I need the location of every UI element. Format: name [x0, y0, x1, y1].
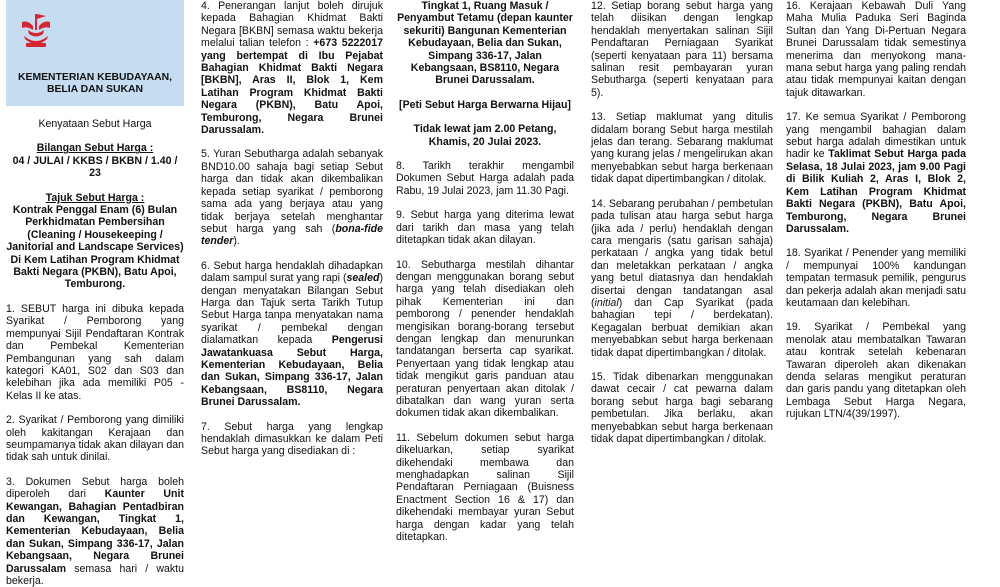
- paragraph-3-tail: semasa hari / waktu bekerja.: [6, 562, 184, 587]
- paragraph-10: 10. Sebutharga mestilah dihantar dengan menggunakan borang sebut harga yang telah disediakan oleh pihak Kementerian ini dan pemborong / penender hendaklah mengisikan borang-borang tersebut dengan lengkap dan menurunkan tandatangan berserta cap syarikat. Penyertaan yang tidak lengkap atau tidak mengikut garis panduan atau peraturan penyertaan akan ditolak / dibatalkan dan wang yuran serta dokumen tidak akan dikembalikan.: [396, 258, 574, 420]
- paragraph-4-text: 4. Penerangan lanjut boleh dirujuk kepada Bahagian Khidmat Bakti Negara [BKBN] semasa waktu bekerja melalui talian telefon :: [201, 0, 383, 50]
- tajuk-value: Kontrak Penggal Enam (6) Bulan Perkhidmatan Pembersihan (Cleaning / Housekeeping / Janitorial and Landscape Services) Di Kem Latihan Program Khidmat Bakti Negara (PKBN), Batu Apoi, Temburong.: [6, 204, 184, 291]
- initial-term: initial: [594, 296, 619, 309]
- paragraph-6: [201, 260, 383, 409]
- paragraph-7: 7. Sebut harga yang lengkap hendaklah dimasukkan ke dalam Peti Sebut harga yang disediakan di :: [201, 420, 383, 458]
- column-2: [201, 0, 383, 563]
- column-3: [396, 0, 574, 563]
- paragraph-15: 15. Tidak dibenarkan menggunakan dawat cecair / cat pewarna dalam borang sebut harga bagi sebarang pembetulan. Jika berlaku, akan menyebabkan sebut harga berkenaan tidak dapat dipertimbangkan / ditolak.: [591, 370, 773, 445]
- bkbn-contact: +673 5222017 yang bertempat di Ibu Pejabat Bahagian Khidmat Bakti Negara [BKBN], Aras II, Blok 1, Kem Latihan Program Khidmat Bakti Negara (PKBN), Batu Apoi, Temburong, Negara Brunei Darussalam.: [201, 37, 383, 137]
- paragraph-5-text: 5. Yuran Sebutharga adalah sebanyak BND10.00 sahaja bagi setiap Sebut harga dan tidak akan dikembalikan kepada setiap syarikat / pemborong sama ada yang berjaya atau yang tidak berjaya setelah menghantar sebut harga yang sah (: [201, 148, 383, 235]
- paragraph-16: 16. Kerajaan Kebawah Duli Yang Maha Mulia Paduka Seri Baginda Sultan dan Yang Di-Pertuan Negara Brunei Darussalam tidak semestinya menerima dan menyokong mana-mana sebut harga yang paling rendah atau tidak mempunyai kaitan dengan tajuk ditawarkan.: [786, 0, 966, 99]
- paragraph-19: 19. Syarikat / Pembekal yang menolak atau membatalkan Tawaran atau kontrak setelah kebenaran Tawaran diperoleh akan dikenakan denda selaras mengikut peraturan dan garis pandu yang ditetapkan oleh Lembaga Sebut Harga Negara, rujukan LTN/4(39/1997).: [786, 321, 966, 421]
- sealed-term: sealed: [346, 272, 380, 285]
- paragraph-17-text: 17. Ke semua Syarikat / Pemborong yang mengambil bahagian dalam sebut harga adalah dimestikan untuk hadir ke: [786, 111, 966, 161]
- kaunter-address: Kaunter Unit Kewangan, Bahagian Pentadbiran dan Kewangan, Tingkat 1, Kementerian Kebudayaan, Belia dan Sukan, Simpang 336-17, Jalan Kebangsaan, Negara Brunei Darussalam: [6, 488, 184, 575]
- paragraph-5-tail: ).: [233, 235, 240, 248]
- bilangan-value: 04 / JULAI / KKBS / BKBN / 1.40 / 23: [12, 154, 178, 180]
- paragraph-5: [201, 148, 383, 247]
- column-5: [786, 0, 966, 563]
- paragraph-6-mid: ) dengan menyatakan Bilangan Sebut Harga dan Tajuk serta Tarikh Tutup Sebut Harga tanpa menyatakan nama syarikat / pembekal dengan dialamatkan kepada: [201, 272, 383, 347]
- peti-note: [Peti Sebut Harga Berwarna Hijau]: [399, 98, 571, 111]
- column-1: [6, 0, 184, 587]
- masthead: [6, 0, 184, 106]
- paragraph-4: [201, 0, 383, 136]
- deadline: Tidak lewat jam 2.00 Petang, Khamis, 20 Julai 2023.: [413, 123, 557, 148]
- briefing-details: Taklimat Sebut Harga pada Selasa, 18 Julai 2023, jam 9.00 Pagi di Bilik Kuliah 2, Aras I, Blok 2, Kem Latihan Program Khidmat Bakti Negara (PKBN), Batu Apoi, Temburong, Negara Brunei Darussalam.: [786, 148, 966, 235]
- bona-fide-term: bona-fide tender: [201, 222, 383, 248]
- notice-title: Kenyataan Sebut Harga: [38, 118, 152, 130]
- paragraph-2: 2. Syarikat / Pemborong yang dimiliki oleh kakitangan Kerajaan dan seumpamanya tidak akan dilayan dan tidak sah untuk dinilai.: [6, 414, 184, 464]
- paragraph-14: [591, 198, 773, 359]
- submission-address: Tingkat 1, Ruang Masuk / Penyambut Tetamu (depan kaunter sekuriti) Bangunan Kementerian Kebudayaan, Belia dan Sukan, Simpang 336-17, Jalan Kebangsaan, BS8110, Negara Brunei Darussalam.: [397, 0, 573, 87]
- paragraph-18: 18. Syarikat / Penender yang memiliki / mempunyai 100% kandungan tempatan termasuk pemilik, pengurus dan pekerja adalah akan menjadi satu keutamaan dan kelebihan.: [786, 247, 966, 309]
- bilangan-label: Bilangan Sebut Harga :: [36, 142, 154, 155]
- paragraph-11: 11. Sebelum dokumen sebut harga dikeluarkan, setiap syarikat dikehendaki membawa dan menghadapkan salinan Sijil Pendaftaran Perniagaan (Buisness Enactment Section 16 & 17) dan dikehendaki membayar yuran Sebut harga dengan kadar yang telah ditetapkan.: [396, 431, 574, 544]
- paragraph-8: 8. Tarikh terakhir mengambil Dokumen Sebut Harga adalah pada Rabu, 19 Julai 2023, jam 11.30 Pagi.: [396, 160, 574, 197]
- tajuk-label: Tajuk Sebut Harga :: [45, 191, 145, 204]
- paragraph-6-text: 6. Sebut harga hendaklah dihadapkan dalam sampul surat yang rapi (: [201, 259, 383, 285]
- committee-address: Pengerusi Jawatankuasa Sebut Harga, Kementerian Kebudayaan, Belia dan Sukan, Simpang 336-17, Jalan Kebangsaan, BS8110, Negara Brunei Darussalam.: [201, 334, 383, 409]
- paragraph-3-text: 3. Dokumen Sebut harga boleh diperoleh dari: [6, 475, 184, 501]
- paragraph-12: 12. Setiap borang sebut harga yang telah diisikan dengan lengkap hendaklah menyertakan salinan Sijil Pendaftaran Perniagaan Syarikat (seperti kenyataan para 11) bersama salinan resit pembayaran yuran Sebutharga (seperti kenyataan para 5).: [591, 0, 773, 99]
- paragraph-14-text: 14. Sebarang perubahan / pembetulan pada tulisan atau harga sebut harga (jika ada / perlu) hendaklah dengan cara mengaris (satu garisan sahaja) perkataan / angka yang tidak betul dan meletakkan perkataan / angka yang betul diatasnya dan hendaklah disertai dengan tandatangan asal (: [591, 197, 773, 309]
- ministry-title: KEMENTERIAN KEBUDAYAAN, BELIA DAN SUKAN: [18, 72, 172, 96]
- paragraph-13: 13. Setiap maklumat yang ditulis didalam borang Sebut harga mestilah jelas dan terang. Sebarang maklumat yang kurang jelas / mengelirukan akan menyebabkan sebut harga berkenaan tidak dapat dipertimbangkan / ditolak.: [591, 111, 773, 186]
- paragraph-9: 9. Sebut harga yang diterima lewat dari tarikh dan masa yang telah ditetapkan tidak akan dilayan.: [396, 209, 574, 247]
- paragraph-17: [786, 111, 966, 235]
- paragraph-1: 1. SEBUT harga ini dibuka kepada Syarikat / Pemborong yang mempunyai Sijil Pendaftaran Kontrak dan Pembekal Kementerian Pembangunan yang sah dalam kategori KA01, S02 dan S03 dan kelebihan jika ada memiliki P05 - Kelas II ke atas.: [6, 302, 184, 402]
- column-4: [591, 0, 773, 563]
- national-crest-icon: [16, 10, 56, 50]
- paragraph-3: [6, 476, 184, 587]
- paragraph-14-tail: ) dan Cap Syarikat (pada bahagian tepi / berdekatan). Kegagalan berbuat demikian akan menyebabkan sebut harga berkenaan tidak dapat dipertimbangkan / ditolak.: [591, 296, 773, 359]
